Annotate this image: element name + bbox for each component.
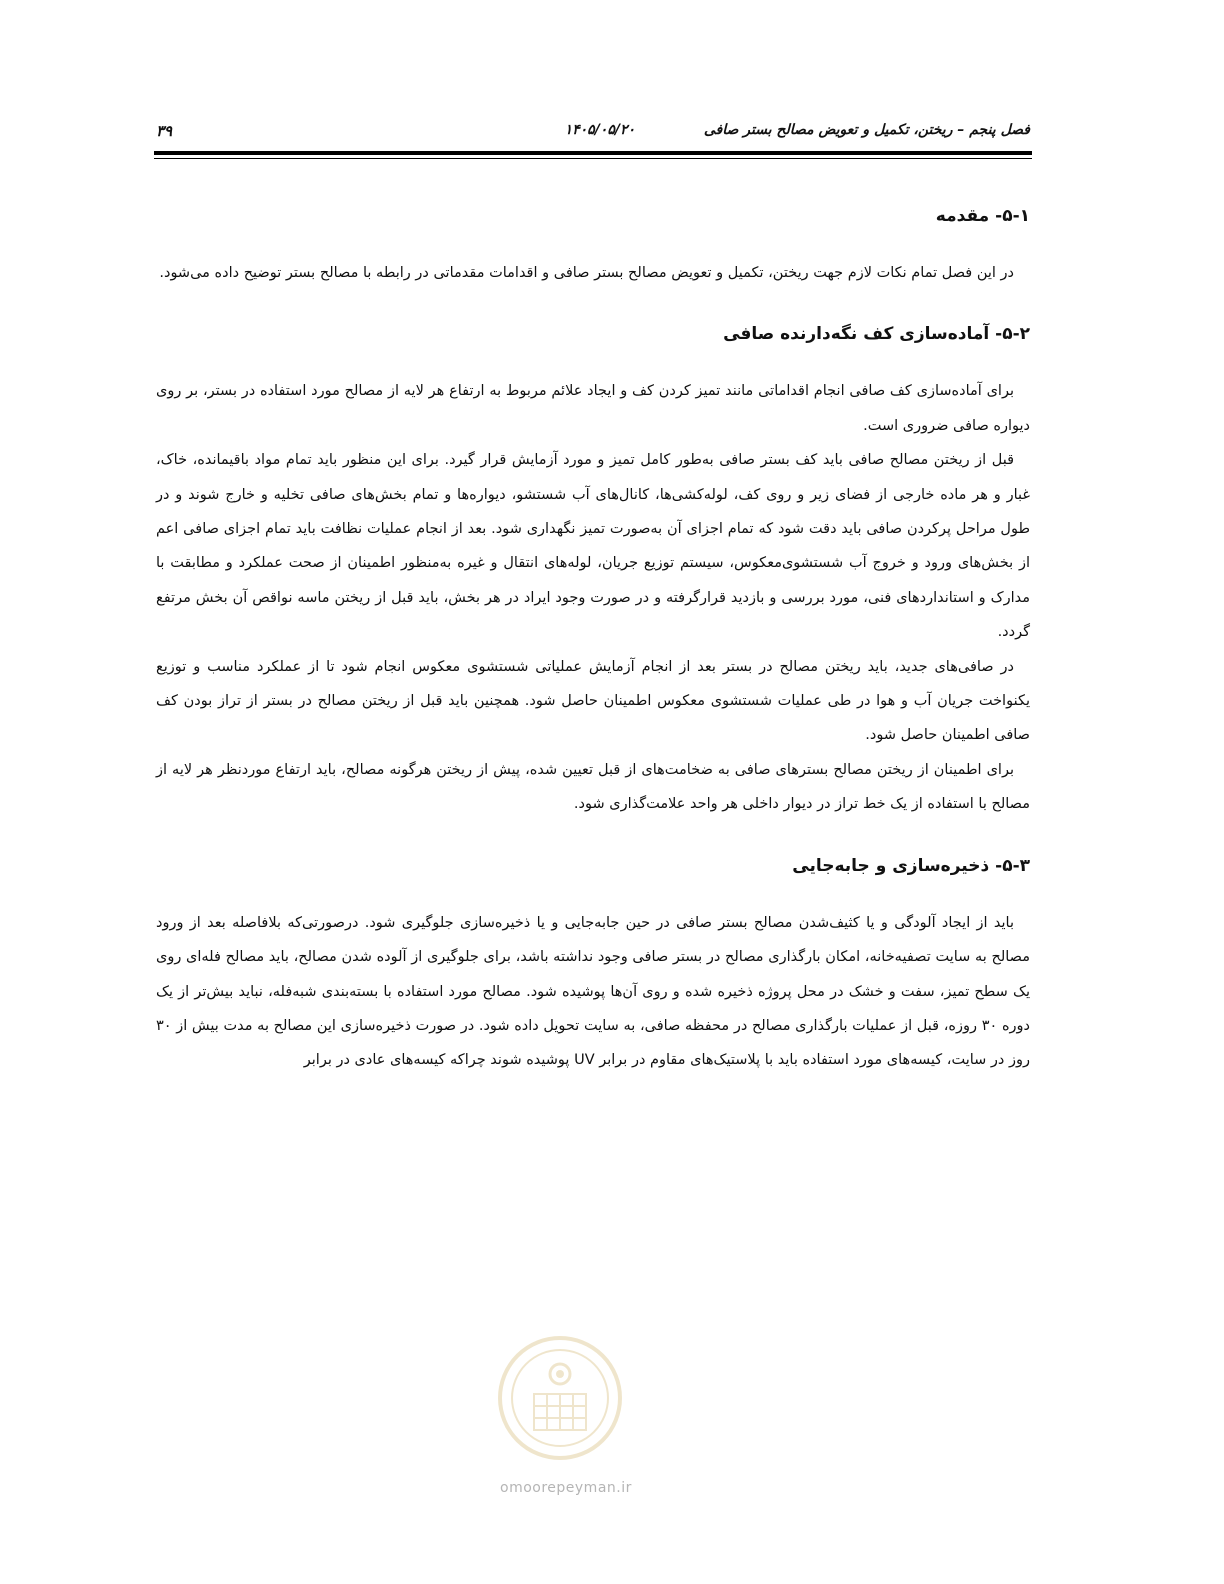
logo-seal-icon bbox=[496, 1334, 624, 1462]
section-heading-introduction: ۵-۱- مقدمه bbox=[935, 206, 1030, 226]
paragraph: در این فصل تمام نکات لازم جهت ریختن، تکمیل و تعویض مصالح بستر صافی و اقدامات مقدماتی در رابطه با مصالح بستر توضیح داده می‌شود. bbox=[159, 265, 1014, 281]
header-rule-thin bbox=[154, 158, 1032, 159]
paragraph: قبل از ریختن مصالح صافی باید کف بستر صافی به‌طور کامل تمیز و مورد آزمایش قرار گیرد. برای این منظور باید تمام مواد باقیمانده، خاک، غبار و هر ماده خارجی از فضای زیر و روی کف، لوله‌کشی‌ها، کانال‌های آب شستشو، دیواره‌ها و تمام بخش‌های صافی تخلیه و خارج شوند و در طول مراحل پرکردن صافی باید دقت شود که تمام اجزای آن به‌صورت تمیز نگهداری شود. بعد از انجام عملیات نظافت باید تمام اجزای صافی اعم از بخش‌های ورود و خروج آب شستشوی‌معکوس، سیستم توزیع جریان، لوله‌های انتقال و غیره به‌منظور اطمینان از صحت عملکرد و مطابقت با مدارک و استانداردهای فنی، مورد بررسی و بازدید قرارگرفته و در صورت وجود ایراد در هر بخش، باید قبل از ریختن ماسه نواقص آن بخش مرتفع گردد. bbox=[156, 452, 1030, 641]
paragraph: برای اطمینان از ریختن مصالح بسترهای صافی به ضخامت‌های از قبل تعیین شده، پیش از ریختن هرگونه مصالح، باید ارتفاع موردنظر هر لایه از مصالح با استفاده از یک خط تراز در دیوار داخلی هر واحد علامت‌گذاری شود. bbox=[156, 761, 1030, 813]
page-number: ۳۹ bbox=[156, 122, 173, 140]
document-body bbox=[156, 196, 1030, 1078]
header-rule-thick bbox=[154, 151, 1032, 155]
header-date: ۱۴۰۵/۰۵/۲۰ bbox=[564, 122, 635, 138]
watermark-site: omoorepeyman.ir bbox=[500, 1480, 632, 1496]
paragraph: در صافی‌های جدید، باید ریختن مصالح در بستر بعد از انجام آزمایش عملیاتی شستشوی معکوس انجام شود تا از عملکرد مناسب و توزیع یکنواخت جریان آب و هوا در طی عملیات شستشوی معکوس اطمینان حاصل شود. همچنین باید قبل از ریختن مصالح در بستر از تراز بودن کف صافی اطمینان حاصل شود. bbox=[156, 658, 1030, 744]
paragraph: باید از ایجاد آلودگی و یا کثیف‌شدن مصالح بستر صافی در حین جابه‌جایی و یا ذخیره‌سازی جلوگیری شود. درصورتی‌که بلافاصله بعد از ورود مصالح به سایت تصفیه‌خانه، امکان بارگذاری مصالح در بستر صافی وجود نداشته باشد، برای جلوگیری از آلوده شدن مصالح، باید مصالح فله‌ای روی یک سطح تمیز، سفت و خشک در محل پروژه ذخیره شده و روی آن‌ها پوشیده شود. مصالح مورد استفاده با بسته‌بندی شبه‌فله، نباید بیش‌تر از یک دوره ۳۰ روزه، قبل از عملیات بارگذاری مصالح در محفظه صافی، به سایت تحویل داده شود. در صورت ذخیره‌سازی این مصالح به مدت بیش از ۳۰ روز در سایت، کیسه‌های مورد استفاده باید با پلاستیک‌های مقاوم در برابر UV پوشیده شوند چراکه کیسه‌های عادی در برابر bbox=[156, 914, 1031, 1069]
section-heading-floor-preparation: ۵-۲- آماده‌سازی کف نگه‌دارنده صافی bbox=[723, 324, 1030, 345]
paragraph: برای آماده‌سازی کف صافی انجام اقداماتی مانند تمیز کردن کف و ایجاد علائم مربوط به ارتفاع هر لایه از مصالح مورد استفاده در بستر، بر روی دیواره صافی ضروری است. bbox=[156, 383, 1030, 434]
page-header bbox=[156, 116, 1030, 146]
chapter-title: فصل پنجم – ریختن، تکمیل و تعویض مصالح بستر صافی bbox=[703, 122, 1030, 138]
section-heading-storage-handling: ۵-۳- ذخیره‌سازی و جابه‌جایی bbox=[792, 855, 1030, 876]
